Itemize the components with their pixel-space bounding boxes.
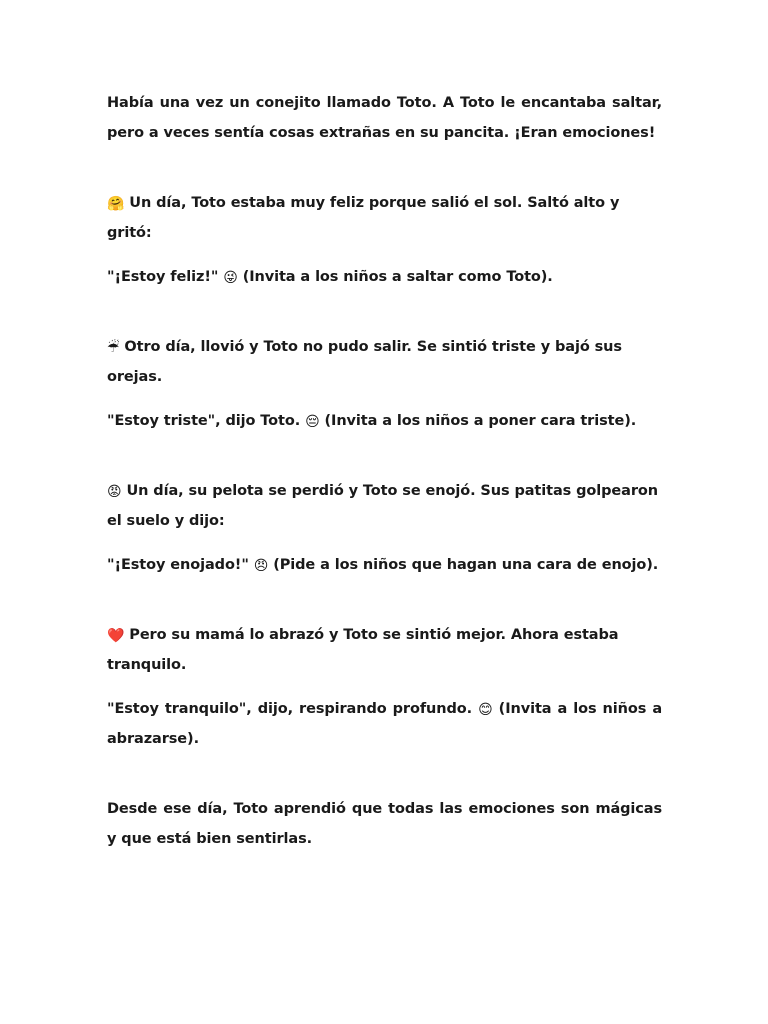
happy-action: (Invita a los niños a saltar como Toto). (242, 269, 553, 285)
smiling-face-icon: 😊 (478, 702, 493, 718)
angry-face-icon: 😠 (253, 558, 269, 574)
happy-line: Un día, Toto estaba muy feliz porque salió el sol. Saltó alto y gritó: (107, 195, 620, 241)
angry-paragraph (107, 476, 662, 536)
hugging-face-icon: 🤗 (107, 196, 125, 212)
document-page (107, 88, 662, 854)
sad-quote-paragraph (107, 406, 662, 436)
umbrella-rain-icon: ☔ (107, 340, 120, 356)
winking-tongue-face-icon: 😜 (223, 270, 238, 286)
story-ending: Desde ese día, Toto aprendió que todas las emociones son mágicas y que está bien sentirlas. (107, 801, 662, 847)
pensive-face-icon: 😔 (305, 414, 320, 430)
happy-paragraph (107, 188, 662, 248)
angry-quote-paragraph (107, 550, 662, 580)
calm-quote: "Estoy tranquilo", dijo, respirando profundo. (107, 701, 473, 717)
sad-paragraph (107, 332, 662, 392)
angry-quote: "¡Estoy enojado!" (107, 557, 249, 573)
sad-line: Otro día, llovió y Toto no pudo salir. Se sintió triste y bajó sus orejas. (107, 339, 622, 385)
happy-quote-paragraph (107, 262, 662, 292)
calm-quote-paragraph (107, 694, 662, 754)
calm-paragraph (107, 620, 662, 680)
sad-action: (Invita a los niños a poner cara triste). (324, 413, 637, 429)
angry-red-face-icon: 😡 (107, 484, 122, 500)
angry-line: Un día, su pelota se perdió y Toto se enojó. Sus patitas golpearon el suelo y dijo: (107, 483, 658, 529)
red-heart-icon: ❤️ (107, 628, 125, 644)
calm-action: (Invita a los niños a abrazarse). (107, 701, 662, 747)
calm-line: Pero su mamá lo abrazó y Toto se sintió mejor. Ahora estaba tranquilo. (107, 627, 619, 673)
happy-quote: "¡Estoy feliz!" (107, 269, 219, 285)
angry-action: (Pide a los niños que hagan una cara de enojo). (273, 557, 659, 573)
sad-quote: "Estoy triste", dijo Toto. (107, 413, 301, 429)
story-intro: Había una vez un conejito llamado Toto. A Toto le encantaba saltar, pero a veces sentía cosas extrañas en su pancita. ¡Eran emociones! (107, 95, 662, 141)
